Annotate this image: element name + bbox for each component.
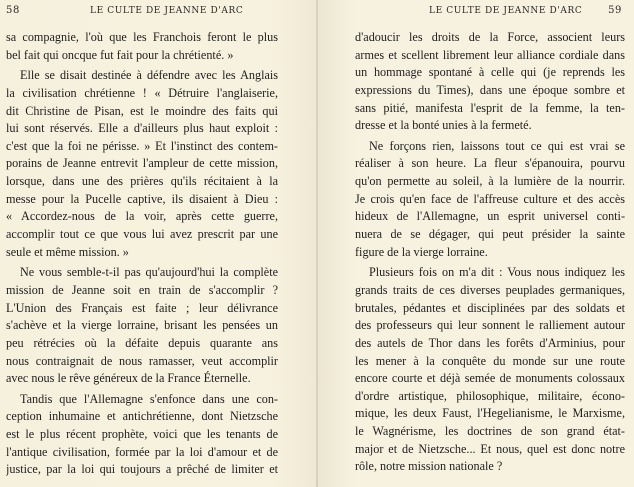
text-line: des professeurs qui leur sonnent le ralliement autour [355,318,625,333]
text-line: est le plus récent prophète, voici que les tenants de [6,427,278,442]
text-line: figure de la vierge lorraine. [355,244,488,259]
text-line: Tandis que l'Allemagne s'enfonce dans une con- [20,391,278,406]
text-line: sa compagnie, l'où que les Franchois feront le plus [6,30,278,44]
text-line: accomplir tout ce que vous lui avez prescrit par une [6,227,278,242]
text-line: dresse et la bonté unies à la fermeté. [355,118,532,133]
text-line: justice, par la loi qui toujours a prêché de limiter et [6,462,278,477]
text-line: encore courte et déjà semée de monuments colossaux [355,371,625,386]
text-line: c'est que la foi ne périsse. » Et l'instinct des contem- [6,138,278,153]
text-line: le Wagnérisme, les doctrines de son grand état- [355,424,625,439]
text-line: hideux de l'Allemagne, un esprit universel conti- [355,209,625,224]
text-line: mission de Jeanne soit en train de s'accomplir ? [6,282,278,297]
text-line: sans pitié, manifesta l'esprit de la femme, la ten- [355,100,625,115]
text-line: des autels de Thor dans les forêts d'Arminius, pour [355,335,625,350]
text-line: l'antique civilisation, formée par la loi d'amour et de [6,444,278,459]
text-line: « Accordez-nous de la voir, après cette guerre, [6,209,278,224]
text-line: rôle, notre mission nationale ? [355,459,503,474]
text-line: un hommage spontané à celle qui (je reprends les [355,65,625,80]
right-page [317,0,634,487]
text-line: nuera de se dégager, qui peut présider la sainte [355,227,625,242]
text-line: dit Christine de Pisan, est le moindre des faits qui [6,103,278,118]
text-line: messe pour la Pucelle captive, ils disaient à Dieu : [6,191,278,206]
text-line: ception inhumaine et antichrétienne, dont Nietzsche [6,409,278,424]
text-line: avec nous le rêve généreux de la France Éternelle. [6,371,251,386]
text-line: Ne vous semble-t-il pas qu'aujourd'hui la complète [20,265,278,280]
text-line: expressions du Times), dans une époque sombre et [355,82,625,97]
text-line: les mener à la conquête du monde sur une route [355,353,625,368]
text-line: brutales, pédantes et disciplinées par des soldats et [355,300,625,315]
text-line: mique, les deux Faust, l'Hegelianisme, le Marxisme, [355,406,625,421]
text-line: grands traits de ces diverses peuplades germaniques, [355,282,625,297]
text-line: d'adoucir les droits de la Force, associent leurs [355,30,625,44]
book-gutter [316,0,318,487]
text-line: L'Union des Français est faite ; leur délivrance [6,300,278,315]
text-line: bel fait qui oncque fut fait pour la chrétienté. » [6,47,234,62]
right-page-number: 59 [608,5,622,16]
text-line: armes et scellent librement leur alliance cordiale dans [355,47,625,62]
text-line: réaliser à son heure. La fleur s'épanouira, pourvu [355,156,625,171]
text-line: Ne forçons rien, laissons tout ce qui est vrai se [369,138,625,153]
left-page-text [6,29,278,479]
text-line: Plusieurs fois on m'a dit : Vous nous indiquez les [369,265,625,280]
text-line: s'achève et la vierge lorraine, brisant les pensées un [6,318,278,333]
left-page-number: 58 [6,5,20,16]
text-line: Je crois qu'en face de l'affreuse culture et des accès [355,191,625,206]
left-running-title: LE CULTE DE JEANNE D'ARC [90,6,244,16]
text-line: peu rétrécies où la défaite depuis quarante ans [6,335,278,350]
text-line: d'ordre artistique, philosophique, militaire, écono- [355,388,625,403]
text-line: Elle se disait destinée à défendre avec les Anglais [20,68,278,83]
text-line: qu'on permette au soleil, à la lumière de la nourrir. [355,174,625,189]
right-page-text [355,29,625,476]
text-line: la civilisation chrétienne ! « Détruire l'anglaiserie, [6,85,278,100]
text-line: porains de Jeanne entrevit l'ampleur de cette mission, [6,156,278,171]
text-line: lorsque, dans une des prières qu'ils récitaient à la [6,174,278,189]
text-line: seule et même mission. » [6,244,129,259]
text-line: major et de Nietzsche... Et nous, quel est donc notre [355,441,625,456]
right-running-title: LE CULTE DE JEANNE D'ARC [429,6,583,16]
text-line: lui sont réservés. Elle a d'ailleurs plus haut exploit : [6,121,278,136]
text-line: nous contraignait de nous ramasser, veut accomplir [6,353,278,368]
